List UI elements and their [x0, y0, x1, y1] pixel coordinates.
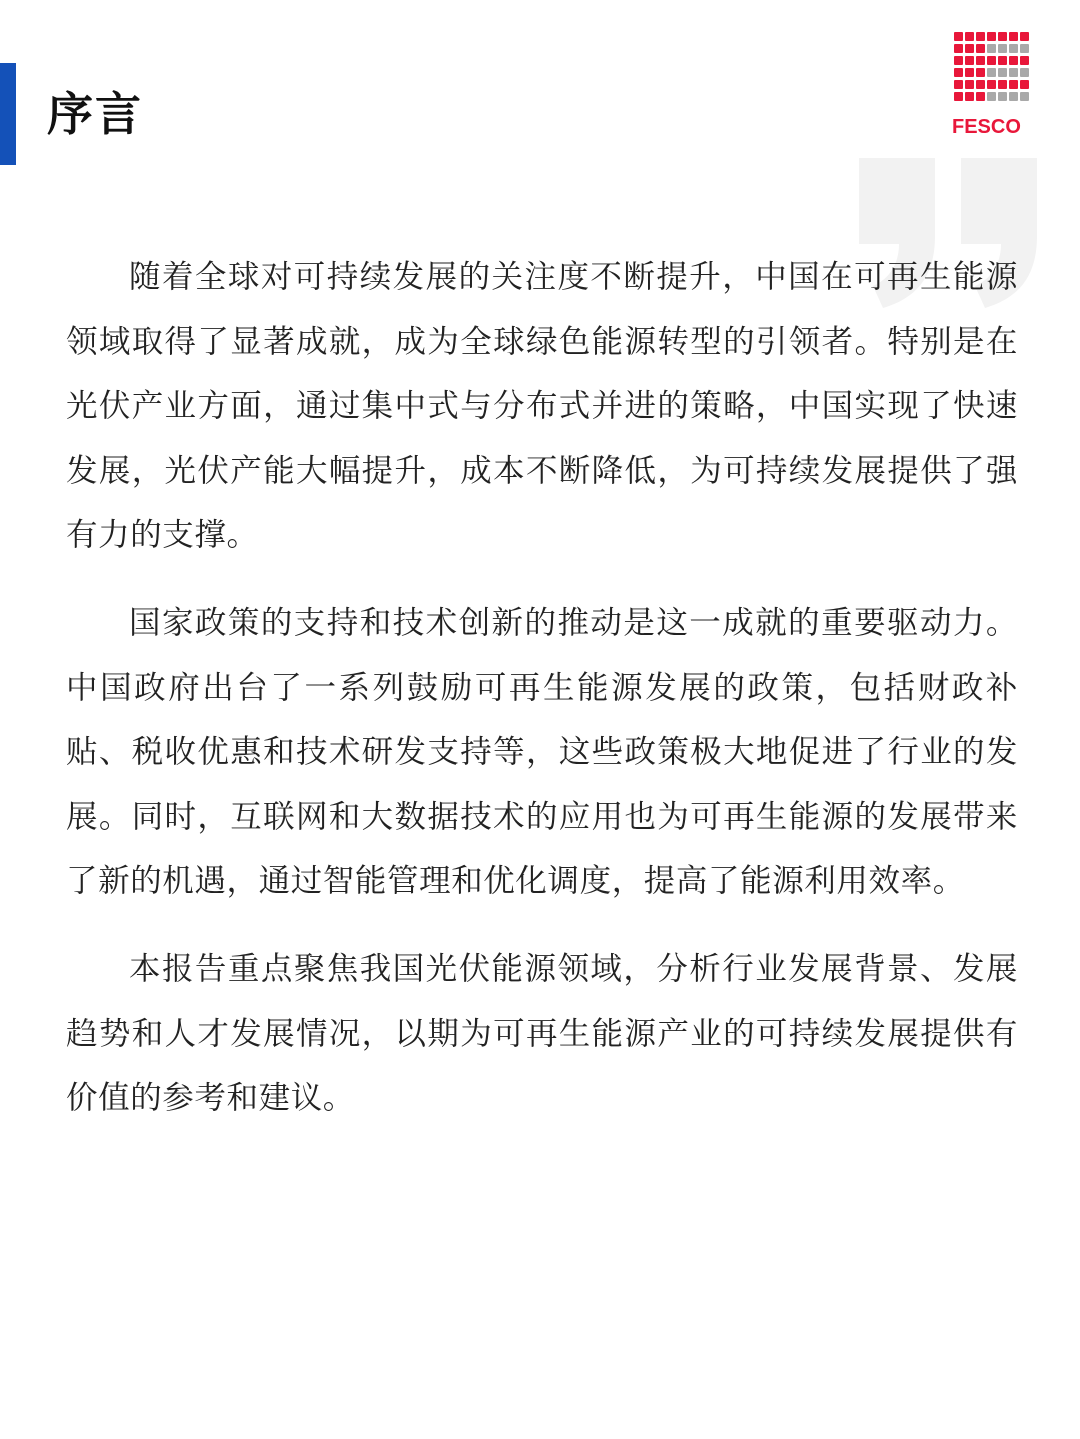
page-title: 序言 — [47, 87, 143, 141]
fesco-logo — [950, 30, 1036, 140]
paragraph: 本报告重点聚焦我国光伏能源领域，分析行业发展背景、发展趋势和人才发展情况，以期为可再生能源产业的可持续发展提供有价值的参考和建议。 — [66, 950, 1018, 1117]
paragraph: 国家政策的支持和技术创新的推动是这一成就的重要驱动力。中国政府出台了一系列鼓励可再生能源发展的政策，包括财政补贴、税收优惠和技术研发支持等，这些政策极大地促进了行业的发展。同时，互联网和大数据技术的应用也为可再生能源的发展带来了新的机遇，通过智能管理和优化调度，提高了能源利用效率。 — [66, 604, 1018, 900]
logo-dot-grid — [954, 32, 1029, 101]
paragraph: 随着全球对可持续发展的关注度不断提升，中国在可再生能源领域取得了显著成就，成为全球绿色能源转型的引领者。特别是在光伏产业方面，通过集中式与分布式并进的策略，中国实现了快速发展，光伏产能大幅提升，成本不断降低，为可持续发展提供了强有力的支撑。 — [66, 259, 1018, 554]
preface-body — [66, 245, 1018, 1154]
title-accent-bar — [0, 63, 16, 165]
logo-text: FESCO — [952, 116, 1021, 138]
